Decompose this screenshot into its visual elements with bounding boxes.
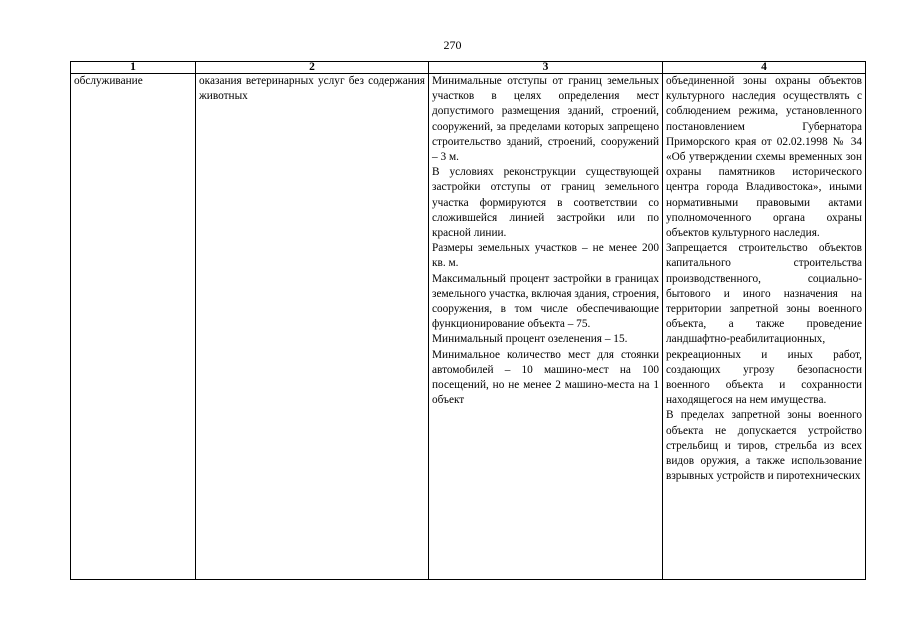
restriction-paragraph: Запрещается строительство объектов капитального строительства производственного, социально-бытового и иного назначения на территории запретной зоны военного объекта, а также проведение ландшафтно-реабилитационных, рекреационных и иных работ, создающих угрозу безопасности военного объекта и сохранности находящегося на нем имущества. (666, 242, 862, 407)
column-header-3: 3 (429, 62, 663, 74)
parameter-paragraph: Максимальный процент застройки в границах земельного участка, включая здания, строения, сооружения, в том числе обеспечивающие функционирование объекта – 75. (432, 272, 660, 331)
cell-parameters (429, 74, 663, 580)
restriction-paragraph: объединенной зоны охраны объектов культурного наследия осуществлять с соблюдением режима, установленного постановлением Губернатора Приморского края от 02.02.1998 № 34 «Об утверждении схемы временных зон охраны памятников исторического центра города Владивостока», иными нормативными правовыми актами уполномоченного органа охраны объектов культурного наследия. (666, 75, 862, 240)
purpose-text: обслуживание (74, 75, 143, 87)
parameter-paragraph: Минимальное количество мест для стоянки автомобилей – 10 машино-мест на 100 посещений, но не менее 2 машино-места на 1 объект (432, 348, 659, 407)
cell-restrictions (663, 74, 866, 580)
cell-use-type (196, 74, 429, 580)
column-header-1: 1 (71, 62, 196, 74)
parameter-paragraph: Размеры земельных участков – не менее 200 кв. м. (432, 242, 659, 270)
regulations-table (70, 61, 866, 580)
page-number: 270 (443, 38, 462, 52)
restriction-paragraph: В пределах запретной зоны военного объекта не допускается устройство стрельбищ и тиров, стрельба из всех видов оружия, а также использование взрывных устройств и пиротехнических (666, 409, 862, 483)
parameter-paragraph: В условиях реконструкции существующей застройки отступы от границ земельного участка формируются в соответствии со сложившейся линией застройки или по красной линии. (432, 166, 659, 240)
column-header-2: 2 (196, 62, 429, 74)
table-header-row (71, 62, 866, 74)
column-header-4: 4 (663, 62, 866, 74)
parameter-paragraph: Минимальные отступы от границ земельных участков в целях определения мест допустимого размещения зданий, строений, сооружений, за пределами которых запрещено строительство зданий, строений, сооружений – 3 м. (432, 75, 659, 164)
use-type-text: оказания ветеринарных услуг без содержания животных (199, 75, 425, 103)
table-row (71, 74, 866, 580)
parameter-paragraph: Минимальный процент озеленения – 15. (432, 333, 628, 346)
cell-purpose (71, 74, 196, 580)
